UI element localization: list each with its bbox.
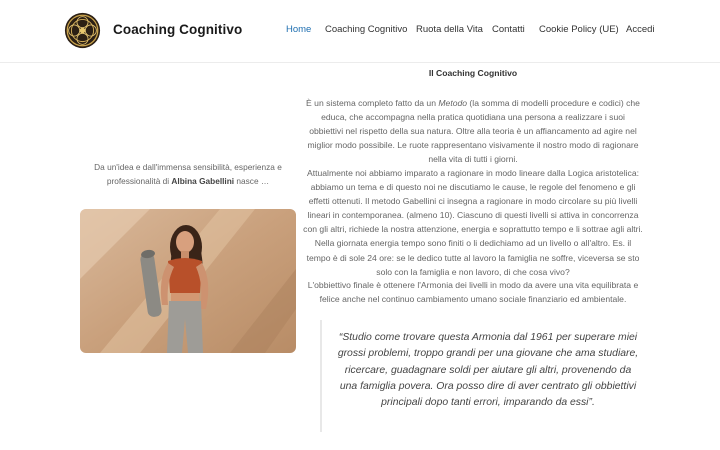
intro-paragraph-start: È un sistema completo fatto da un bbox=[306, 98, 439, 108]
intro-line-prefix: professionalità di bbox=[106, 175, 172, 186]
intro-paragraph bbox=[303, 96, 643, 166]
nav-contatti[interactable]: Contatti bbox=[492, 24, 525, 35]
author-name: Albina Gabellini bbox=[171, 175, 235, 186]
intro-line-suffix: nasce … bbox=[234, 175, 270, 186]
goal-paragraph: L'obbiettivo finale è ottenere l'Armonia dei livelli in modo da avere una vita equilibrata e felice anche nel continuo cambiamento umano sociale finanziario ed ambientale. bbox=[307, 280, 639, 305]
main-navigation bbox=[0, 24, 720, 40]
metodo-emphasis: Metodo bbox=[438, 98, 468, 108]
nav-home[interactable]: Home bbox=[286, 24, 312, 35]
intro-paragraph-rest: (la somma di modelli procedure e codici) che educa, che accompagna nella pratica quotidiana una persona a realizzare i suoi obbiettivi nel rispetto della sua natura. Oltre alla teoria è un affiancamento ad agire nel miglior modo possibile. Le ruote rappresentano visivamente il nostro modo di ragionare nella vita di tutti i giorni. bbox=[307, 98, 640, 165]
nav-accedi[interactable]: Accedi bbox=[626, 24, 655, 35]
intro-line: Da un'idea e dall'immensa sensibilità, esperienza e bbox=[94, 162, 282, 172]
site-header bbox=[0, 0, 720, 63]
logic-paragraph: Attualmente noi abbiamo imparato a ragionare in modo lineare dalla Logica aristotelica: abbiamo un tema e di questo noi ne discutiamo le cause, le regole del fenomeno e gli effetti ottenuti. Il metodo Gabellini ci insegna a ragionare in modo circolare su più livelli lineari in contemporanea. (almeno 10). Ciascuno di questi livelli si attiva in concorrenza con gli altri, richiede la nostra attenzione, energia e soprattutto tempo e li sottrae agli altri. Nella giornata energia tempo sono finiti o li dedichiamo ad un livello o all'altro. Es. il tempo è di sole 24 ore: se le dedico tutte al lavoro la famiglia ne soffre, viceversa se sto solo con la famiglia e non lavoro, di che cosa vivo? bbox=[303, 168, 643, 277]
site-title[interactable]: Coaching Cognitivo bbox=[113, 22, 243, 37]
quote-text: “Studio come trovare questa Armonia dal 1961 per superare miei grossi problemi, troppo grandi per una giovane che ama studiare, ricercare, guadagnare soldi per aiutare gli altri, provenendo da una famiglia povera. Ora posso dire di aver centrato gli obbiettivi principali dopo tanti errori, imparando da essi”. bbox=[337, 332, 639, 409]
woman-with-yoga-mat-photo bbox=[80, 209, 296, 353]
nav-cookie-policy[interactable]: Cookie Policy (UE) bbox=[539, 24, 619, 35]
section-heading: Il Coaching Cognitivo bbox=[428, 68, 518, 78]
nav-coaching-cognitivo[interactable]: Coaching Cognitivo bbox=[325, 24, 408, 35]
intro-text bbox=[84, 161, 292, 188]
nav-ruota-della-vita[interactable]: Ruota della Vita bbox=[416, 24, 483, 35]
founder-quote bbox=[320, 320, 640, 432]
